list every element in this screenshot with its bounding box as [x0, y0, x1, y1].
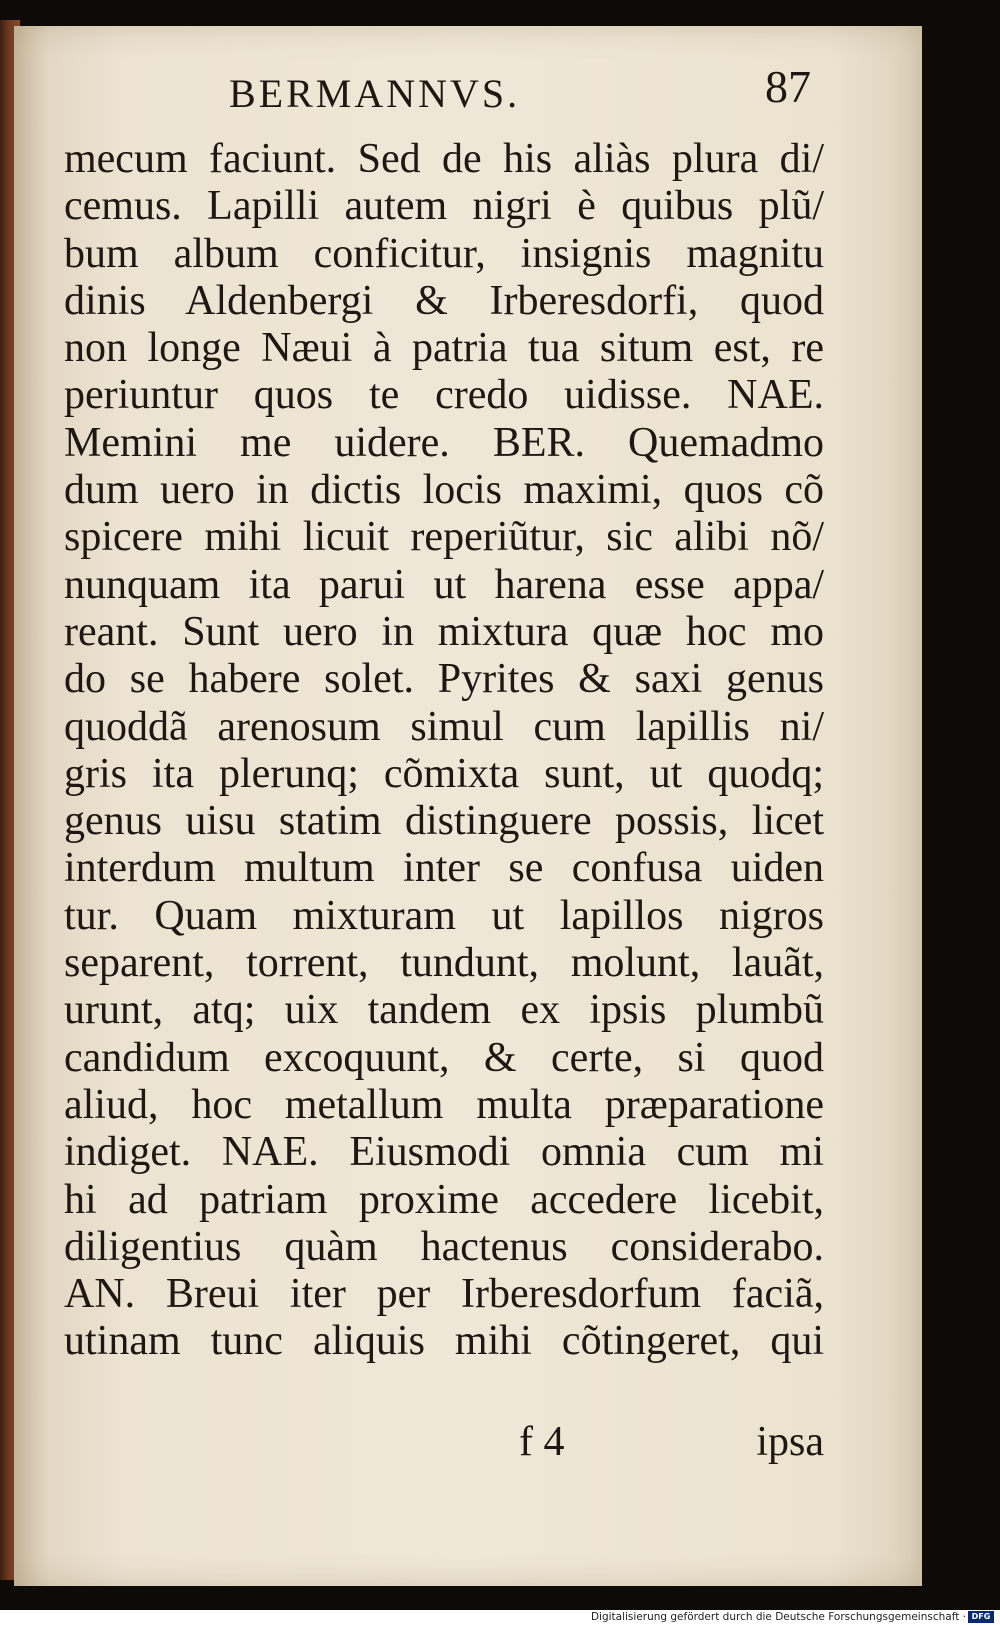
text-line: aliud, hoc metallum multa præparatione	[64, 1081, 824, 1128]
text-line: nunquam ita parui ut harena esse appa/	[64, 561, 824, 608]
page-footer	[64, 1418, 824, 1468]
text-line: separent, torrent, tundunt, molunt, lauãt,	[64, 940, 824, 987]
catchword: ipsa	[756, 1419, 824, 1465]
text-line: AN. Breui iter per Irberesdorfum faciã,	[64, 1271, 824, 1318]
text-line: periuntur quos te credo uidisse. NAE.	[64, 372, 824, 419]
dfg-logo: DFG	[968, 1611, 994, 1623]
text-line: Memini me uidere. BER. Quemadmo	[64, 419, 824, 466]
page-header	[229, 60, 829, 120]
text-line: hi ad patriam proxime accedere licebit,	[64, 1176, 824, 1223]
text-line: genus uisu statim distinguere possis, licet	[64, 798, 824, 845]
text-line: utinam tunc aliquis mihi cõtingeret, qui	[64, 1318, 824, 1365]
text-line: spicere mihi licuit reperiũtur, sic alibi nõ/	[64, 514, 824, 561]
text-line: mecum faciunt. Sed de his aliàs plura di/	[64, 136, 824, 182]
text-line: gris ita plerunq; cõmixta sunt, ut quodq;	[64, 750, 824, 797]
text-line: indiget. NAE. Eiusmodi omnia cum mi	[64, 1129, 824, 1176]
digitization-credit: Digitalisierung gefördert durch die Deutsche Forschungsgemeinschaft ·	[590, 1611, 966, 1623]
signature-mark: f 4	[519, 1419, 565, 1465]
text-line: diligentius quàm hactenus considerabo.	[64, 1223, 824, 1270]
book-page	[14, 26, 922, 1586]
page-number: 87	[765, 61, 811, 112]
text-line: bum album conficitur, insignis magnitu	[64, 230, 824, 277]
text-line: dinis Aldenbergi & Irberesdorfi, quod	[64, 277, 824, 324]
text-line: do se habere solet. Pyrites & saxi genus	[64, 656, 824, 703]
body-text	[64, 136, 824, 1366]
text-line: reant. Sunt uero in mixtura quæ hoc mo	[64, 608, 824, 655]
text-line: dum uero in dictis locis maximi, quos cõ	[64, 467, 824, 514]
text-line: candidum excoquunt, & certe, si quod	[64, 1034, 824, 1081]
text-line: urunt, atq; uix tandem ex ipsis plumbũ	[64, 987, 824, 1034]
text-line: interdum multum inter se confusa uiden	[64, 845, 824, 892]
text-line: cemus. Lapilli autem nigri è quibus plũ/	[64, 183, 824, 230]
running-head: BERMANNVS.	[229, 71, 521, 116]
text-line: quoddã arenosum simul cum lapillis ni/	[64, 703, 824, 750]
text-line: non longe Næui à patria tua situm est, re	[64, 325, 824, 372]
text-line: tur. Quam mixturam ut lapillos nigros	[64, 892, 824, 939]
